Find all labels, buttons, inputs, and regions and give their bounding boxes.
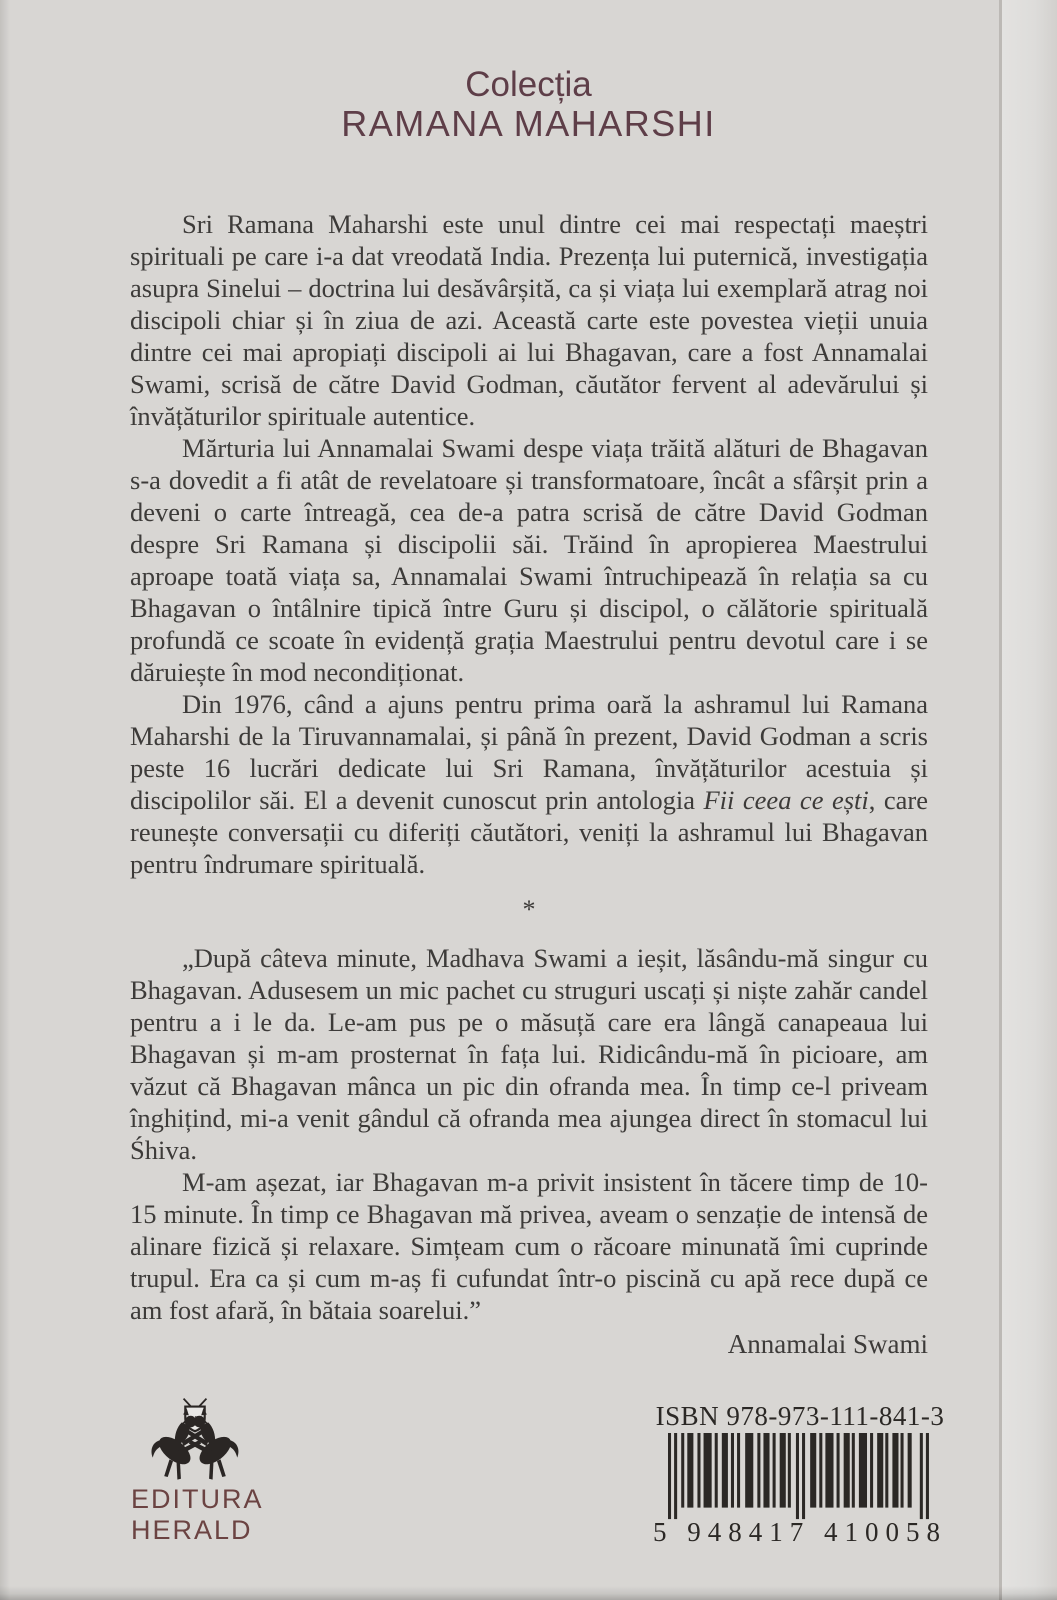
quote-attribution: Annamalai Swami [727, 1329, 928, 1359]
collection-label: Colecția [465, 65, 592, 104]
blurb-paragraph-1: Sri Ramana Maharshi este unul dintre cei mai respectați maeștri spirituali pe care i-a dat vreodată India. Prezența lui puternică, investigația asupra Sinelui – doctrina lui desăvârșită, ca și viața lui exemplară atrag noi discipoli chiar și în ziua de azi. Această carte este povestea vieții unuia dintre cei mai apropiați discipoli ai lui Bhagavan, care a fost Annamalai Swami, scrisă de către David Godman, căutător fervent al adevărului și învățăturilor spirituale autentice. [130, 209, 928, 431]
collection-name: RAMANA MAHARSHI [341, 103, 716, 144]
isbn-label: ISBN 978-973-111-841-3 [655, 1401, 945, 1431]
blurb-paragraph-3-tail: , care reunește conversații cu diferiți căutători, veniți la ashramul lui Bhagavan pentru îndrumare spirituală. [130, 785, 928, 879]
barcode-digits: 5 948417 410058 [653, 1517, 947, 1547]
page-edge-right [1002, 0, 1057, 1600]
collection-heading [0, 0, 1057, 144]
page-edge-bottom-shadow [0, 1586, 1057, 1600]
blurb-paragraph-3-lead: Din 1976, când a ajuns pentru prima oară la ashramul lui Ramana Maharshi de la Tiruvannamalai, și până în prezent, David Godman a scris peste 16 lucrări dedicate lui Sri Ramana, învățăturilor acestuia și discipolilor săi. El a devenit cunoscut prin antologia [130, 689, 928, 815]
quote-paragraph-2: M-am așezat, iar Bhagavan m-a privit insistent în tăcere timp de 10-15 minute. În timp ce Bhagavan mă privea, aveam o senzație de intensă de alinare fizică și relaxare. Simțeam cum o răcoare minunată îmi cuprinde trupul. Era ca și cum m-aș fi cufundat într-o piscină cu apă rece după ce am fost afară, în bătaia soarelui.” [130, 1167, 928, 1325]
publisher-name-line-2: HERALD [131, 1515, 253, 1545]
blurb-text-block [130, 208, 928, 1360]
ean-barcode-icon [668, 1433, 932, 1521]
page-edge-right-line [999, 0, 1002, 1600]
book-title-italic: Fii ceea ce ești [703, 785, 869, 815]
asterisk-separator: * [522, 895, 536, 924]
isbn-block [652, 1402, 948, 1545]
twin-horses-shield-icon [145, 1396, 245, 1484]
blurb-paragraph-2: Mărturia lui Annamalai Swami despe viața trăită alături de Bhagavan s-a dovedit a fi atât de revelatoare și transformatoare, încât a sfârșit prin a deveni o carte întreagă, cea de-a patra scrisă de către David Godman despre Sri Ramana și discipolii săi. Trăind în apropierea Maestrului aproape toată viața sa, Annamalai Swami întruchipează în relația sa cu Bhagavan o întâlnire tipică între Guru și discipol, o călătorie spirituală profundă ce scoate în evidență grația Maestrului pentru devotul care i se dăruiește în mod necondiționat. [130, 433, 928, 687]
page-edge-left-shadow [0, 0, 10, 1600]
quote-paragraph-1: „După câteva minute, Madhava Swami a ieșit, lăsându-mă singur cu Bhagavan. Adusesem un mic pachet cu struguri uscați și niște zahăr candel pentru a i le da. Le-am pus pe o măsuță care era lângă canapeaua lui Bhagavan și m-am prosternat în fața lui. Ridicându-mă în picioare, am văzut că Bhagavan mânca un pic din ofranda mea. În timp ce-l priveam înghițind, mi-a venit gândul că ofranda mea ajungea direct în stomacul lui Śhiva. [130, 943, 928, 1165]
publisher-name [131, 1484, 264, 1546]
publisher-name-line-1: EDITURA [131, 1484, 264, 1514]
blurb-paragraph-3 [130, 688, 928, 880]
